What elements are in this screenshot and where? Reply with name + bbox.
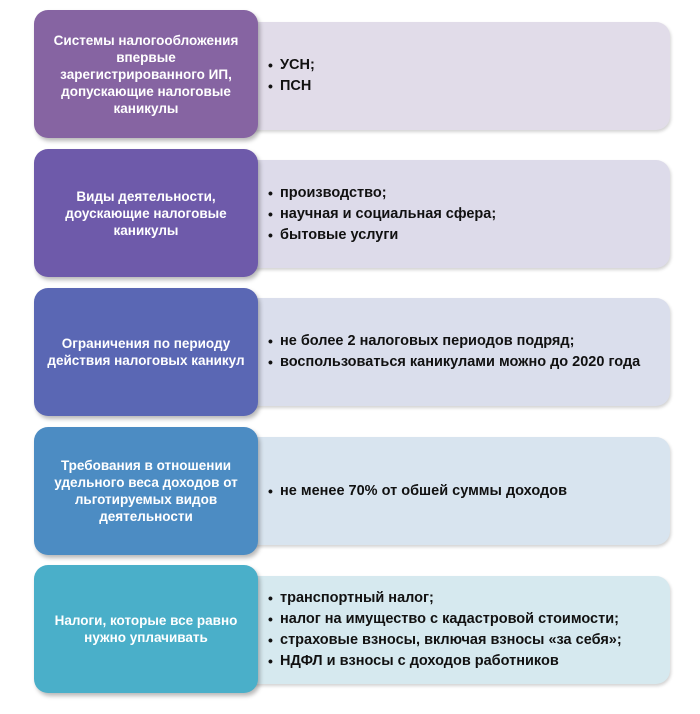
bullet-icon: • <box>268 226 273 243</box>
bullet-icon: • <box>268 590 273 606</box>
list-item: • страховые взносы, включая взносы «за себя»; <box>268 632 622 648</box>
bullet-icon: • <box>268 333 273 349</box>
bullet-icon: • <box>268 57 273 73</box>
label-box-activity-types: Виды деятельности, доускающие налоговые каникулы <box>34 149 258 277</box>
bullet-icon: • <box>268 611 273 627</box>
detail-box-period-limits <box>200 298 670 406</box>
list-item: • НДФЛ и взносы с доходов работников <box>268 653 559 669</box>
bullet-icon: • <box>268 78 273 94</box>
detail-box-income-share <box>200 437 670 545</box>
list-item: • бытовые услуги <box>268 226 399 243</box>
bullet-icon: • <box>268 653 273 669</box>
label-box-period-limits: Ограничения по периоду действия налоговых каникул <box>34 288 258 416</box>
list-item: • транспортный налог; <box>268 590 434 606</box>
detail-box-activity-types <box>200 160 670 268</box>
bullet-icon: • <box>268 632 273 648</box>
list-item: • УСН; <box>268 57 315 73</box>
list-item: • налог на имущество с кадастровой стоимости; <box>268 611 619 627</box>
label-box-tax-systems: Системы налогообложения впервые зарегистрированного ИП, допускающие налоговые каникулы <box>34 10 258 138</box>
label-box-income-share: Требования в отношении удельного веса доходов от льготируемых видов деятельности <box>34 427 258 555</box>
list-item: • научная и социальная сфера; <box>268 205 497 222</box>
bullet-icon: • <box>268 482 273 499</box>
list-item: • производство; <box>268 184 387 201</box>
list-item: • не более 2 налоговых периодов подряд; <box>268 333 575 349</box>
label-box-taxes-payable: Налоги, которые все равно нужно уплачивать <box>34 565 258 693</box>
bullet-icon: • <box>268 205 273 222</box>
list-item: • не менее 70% от обшей суммы доходов <box>268 482 567 499</box>
list-item: • ПСН <box>268 78 312 94</box>
detail-box-taxes-payable <box>200 576 670 684</box>
list-item: • воспользоваться каникулами можно до 2020 года <box>268 354 641 370</box>
bullet-icon: • <box>268 184 273 201</box>
detail-box-tax-systems <box>200 22 670 130</box>
bullet-icon: • <box>268 354 273 370</box>
